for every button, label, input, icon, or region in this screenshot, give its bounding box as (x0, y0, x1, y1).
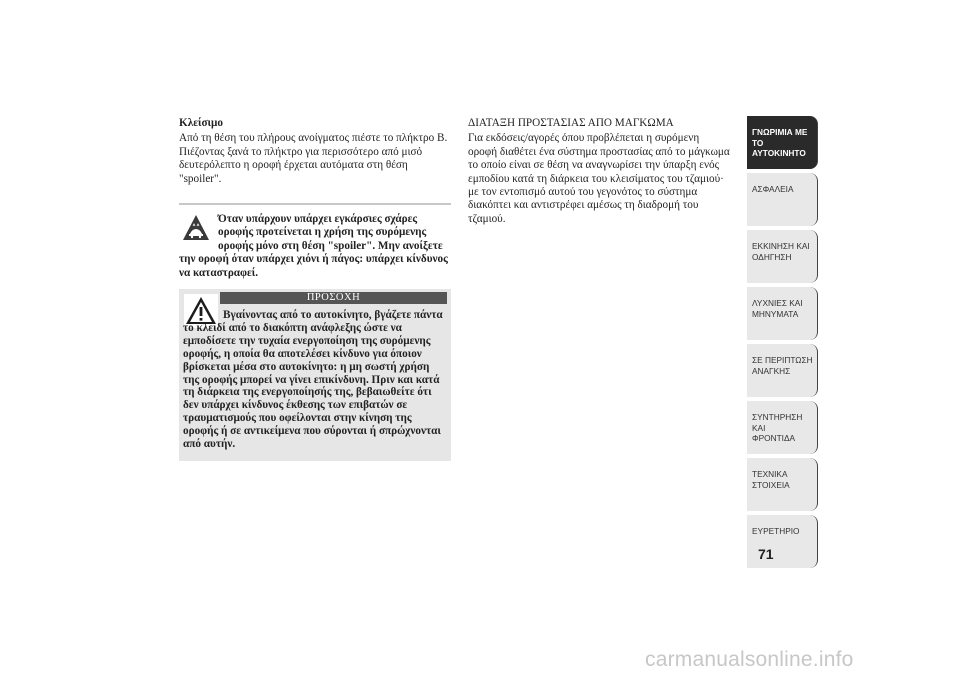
tab-getting-to-know[interactable]: ΓΝΩΡΙΜΙΑ ΜΕ ΤΟ ΑΥΤΟΚΙΝΗΤΟ (747, 116, 818, 169)
tab-index[interactable]: ΕΥΡΕΤΗΡΙΟ (747, 515, 818, 568)
tab-starting-driving[interactable]: ΕΚΚΙΝΗΣΗ ΚΑΙ ΟΔΗΓΗΣΗ (747, 230, 818, 283)
tab-lights-messages[interactable]: ΛΥΧΝΙΕΣ ΚΑΙ ΜΗΝΥΜΑΤΑ (747, 287, 818, 340)
warning-title: ΠΡΟΣΟΧΗ (220, 292, 447, 304)
tab-safety[interactable]: ΑΣΦΑΛΕΙΑ (747, 173, 818, 226)
note-divider (179, 203, 451, 205)
watermark: carmanualsonline.info (645, 648, 854, 671)
tab-emergency[interactable]: ΣΕ ΠΕΡΙΠΤΩΣΗ ΑΝΑΓΚΗΣ (747, 344, 818, 397)
note-text: Όταν υπάρχουν υπάρχει εγκάρσιες σχάρες οροφής προτείνεται η χρήση της συρόμενης οροφής μόνο στη θέση "spoiler". Μην ανοίξετε την οροφή όταν υπάρχει χιόνι ή πάγος: υπάρχει κίνδυνος να καταστραφεί. (179, 213, 448, 279)
warning-box (179, 289, 451, 461)
tab-technical-data[interactable]: ΤΕΧΝΙΚΑ ΣΤΟΙΧΕΙΑ (747, 458, 818, 511)
section-heading-anti-pinch: ΔΙΑΤΑΞΗ ΠΡΟΣΤΑΣΙΑΣ ΑΠΟ ΜΑΓΚΩΜΑ (468, 117, 674, 129)
anti-pinch-paragraph: Για εκδόσεις/αγορές όπου προβλέπεται η συρόμενη οροφή διαθέτει ένα σύστημα προστασίας από το μάγκωμα το οποίο είναι σε θέση να αναγνωρίσει την ύπαρξη ενός εμποδίου κατά τη διάρκεια του κλεισίματος του τζαμιού· με τον εντοπισμό αυτού του γεγονότος το σύστημα διακόπτει και αντιστρέφει αμέσως τη διαδρομή του τζαμιού. (468, 132, 730, 225)
page-number: 71 (758, 546, 774, 562)
section-heading-closing: Κλείσιμο (179, 117, 223, 129)
roof-snow-icon (182, 214, 210, 242)
right-column (468, 117, 730, 226)
chapter-tabs (747, 116, 818, 572)
left-column (179, 117, 451, 186)
tab-maintenance[interactable]: ΣΥΝΤΗΡΗΣΗ ΚΑΙ ΦΡΟΝΤΙΔΑ (747, 401, 818, 454)
warning-text: Βγαίνοντας από το αυτοκίνητο, βγάζετε πάντα το κλειδί από το διακόπτη ανάφλεξης ώστε να εμποδίσετε την τυχαία ενεργοποίηση της συρόμενης οροφής, η οποία θα αποτελέσει κίνδυνο για όποιον βρίσκεται μέσα στο αυτοκίνητο: η μη σωστή χρήση της οροφής μπορεί να γίνει επικίνδυνη. Πριν και κατά τη διάρκεια της ενεργοποίησής της, βεβαιωθείτε ότι δεν υπάρχει κίνδυνος έκθεσης των επιβατών σε τραυματισμούς που οφείλονται στην κίνηση της οροφής ή σε αντικείμενα που σύρονται ή σπρώχνονται από αυτήν. (183, 309, 443, 451)
note-box (179, 203, 451, 280)
closing-paragraph: Από τη θέση του πλήρους ανοίγματος πιέστε το πλήκτρο B. Πιέζοντας ξανά το πλήκτρο για περισσότερο από μισό δευτερόλεπτο η οροφή έρχεται αυτόματα στη θέση "spoiler". (179, 132, 448, 185)
